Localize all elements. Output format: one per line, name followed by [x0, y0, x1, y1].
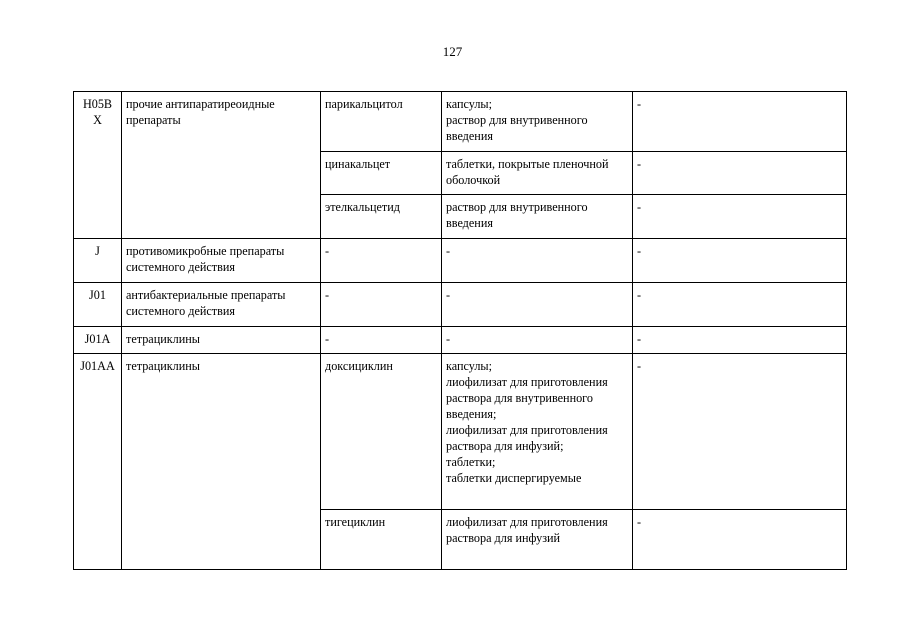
dosage-form-cell [442, 354, 633, 510]
group-name-cell: прочие антипаратиреоидные препараты [122, 92, 321, 239]
dosage-form-cell [442, 152, 633, 195]
table-row [74, 283, 847, 327]
dosage-form-line: лиофилизат для приготовления раствора для внутривенного введения; [446, 375, 608, 421]
atc-code-cell: J01AA [74, 354, 122, 570]
dosage-form-cell: - [442, 239, 633, 283]
dosage-form-line: таблетки диспергируемые [446, 471, 582, 485]
group-name-cell: тетрациклины [122, 354, 321, 570]
group-name-cell: антибактериальные препараты системного действия [122, 283, 321, 327]
table-row [74, 239, 847, 283]
note-cell: - [633, 152, 847, 195]
drug-name-cell: парикальцитол [321, 92, 442, 152]
table-row [74, 92, 847, 152]
dosage-form-cell: - [442, 283, 633, 327]
dosage-form-cell [442, 195, 633, 239]
note-cell: - [633, 354, 847, 510]
dosage-form-line: раствор для внутривенного введения [446, 113, 588, 143]
dosage-form-line: капсулы; [446, 359, 492, 373]
note-cell: - [633, 239, 847, 283]
note-cell: - [633, 510, 847, 570]
drug-name-cell: - [321, 283, 442, 327]
group-name-cell: противомикробные препараты системного действия [122, 239, 321, 283]
medication-table [73, 91, 847, 570]
atc-code-cell: J01 [74, 283, 122, 327]
dosage-form-line: лиофилизат для приготовления раствора для инфузий [446, 515, 608, 545]
drug-name-cell: этелкальцетид [321, 195, 442, 239]
note-cell: - [633, 92, 847, 152]
atc-code-cell: J01A [74, 327, 122, 354]
dosage-form-cell [442, 92, 633, 152]
drug-name-cell: доксициклин [321, 354, 442, 510]
page-number: 127 [442, 44, 463, 59]
drug-name-cell: тигециклин [321, 510, 442, 570]
drug-name-cell: - [321, 327, 442, 354]
atc-code-cell: J [74, 239, 122, 283]
dosage-form-line: капсулы; [446, 97, 492, 111]
note-cell: - [633, 195, 847, 239]
dosage-form-line: лиофилизат для приготовления раствора для инфузий; [446, 423, 608, 453]
dosage-form-cell [442, 510, 633, 570]
atc-code-cell: H05B X [74, 92, 122, 239]
note-cell: - [633, 283, 847, 327]
note-cell: - [633, 327, 847, 354]
dosage-form-line: раствор для внутривенного введения [446, 200, 588, 230]
dosage-form-cell: - [442, 327, 633, 354]
table-row [74, 327, 847, 354]
group-name-cell: тетрациклины [122, 327, 321, 354]
drug-name-cell: - [321, 239, 442, 283]
dosage-form-line: таблетки, покрытые пленочной оболочкой [446, 157, 609, 187]
drug-name-cell: цинакальцет [321, 152, 442, 195]
table-row [74, 354, 847, 510]
dosage-form-line: таблетки; [446, 455, 496, 469]
